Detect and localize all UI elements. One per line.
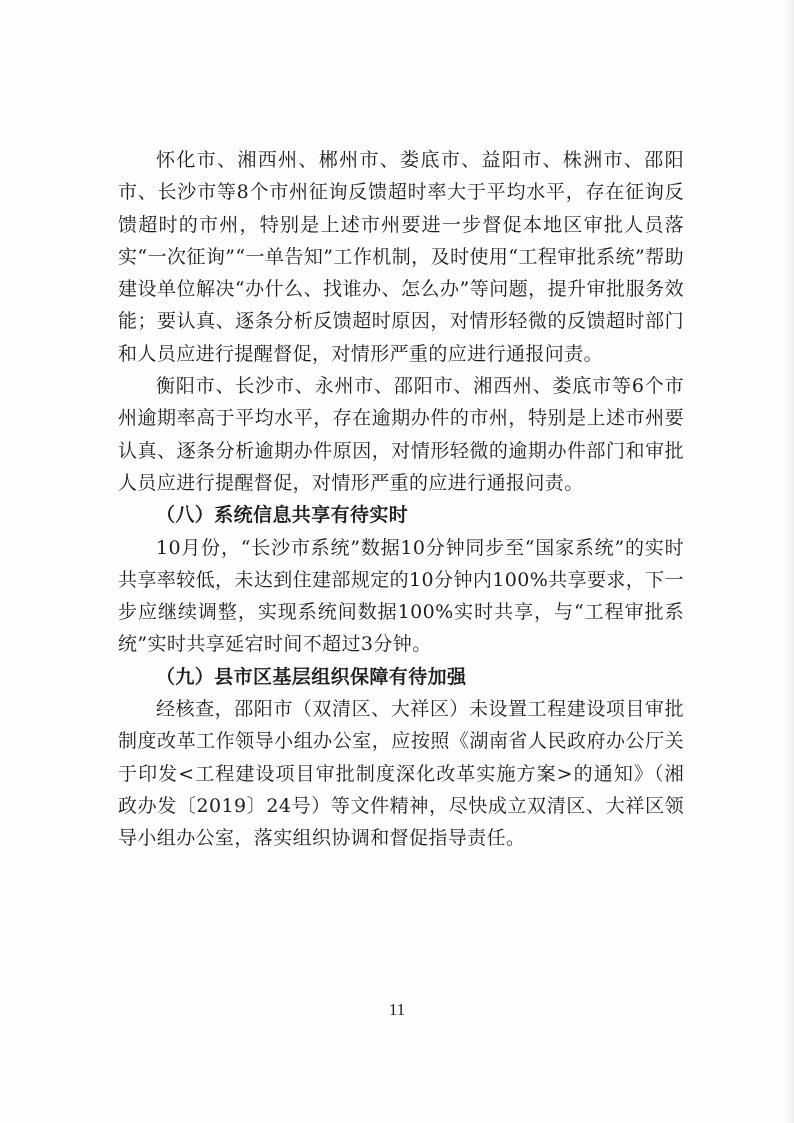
scan-edge-shadow [784,0,794,1123]
paragraph-overdue-rate: 衡阳市、长沙市、永州市、邵阳市、湘西州、娄底市等6个市州逾期率高于平均水平，存在逾期办件的市州，特别是上述市州要认真、逐条分析逾期办件原因，对情形轻微的逾期办件部门和审批人员应进行提醒督促，对情形严重的应进行通报问责。 [118,375,684,494]
paragraph-county-organization: 经核查，邵阳市（双清区、大祥区）未设置工程建设项目审批制度改革工作领导小组办公室，应按照《湖南省人民政府办公厅关于印发<工程建设项目审批制度深化改革实施方案>的通知》（湘政办发〔2019〕24号）等文件精神，尽快成立双清区、大祥区领导小组办公室，落实组织协调和督促指导责任。 [118,698,684,850]
paragraph-consultation-timeout: 怀化市、湘西州、郴州市、娄底市、益阳市、株洲市、邵阳市、长沙市等8个市州征询反馈超时率大于平均水平，存在征询反馈超时的市州，特别是上述市州要进一步督促本地区审批人员落实“一次征询”“一单告知”工作机制，及时使用“工程审批系统”帮助建设单位解决“办什么、找谁办、怎么办”等问题，提升审批服务效能；要认真、逐条分析反馈超时原因，对情形轻微的反馈超时部门和人员应进行提醒督促，对情形严重的应进行通报问责。 [118,149,684,365]
section-heading-9: （九）县市区基层组织保障有待加强 [156,665,467,688]
page-number: 11 [388,1000,406,1019]
paragraph-data-sharing: 10月份，“长沙市系统”数据10分钟同步至“国家系统”的实时共享率较低，未达到住建部规定的10分钟内100%共享要求，下一步应继续调整，实现系统间数据100%实时共享，与“工程审批系统”实时共享延宕时间不超过3分钟。 [118,536,684,656]
section-heading-8: （八）系统信息共享有待实时 [156,504,409,527]
document-body [118,144,684,855]
